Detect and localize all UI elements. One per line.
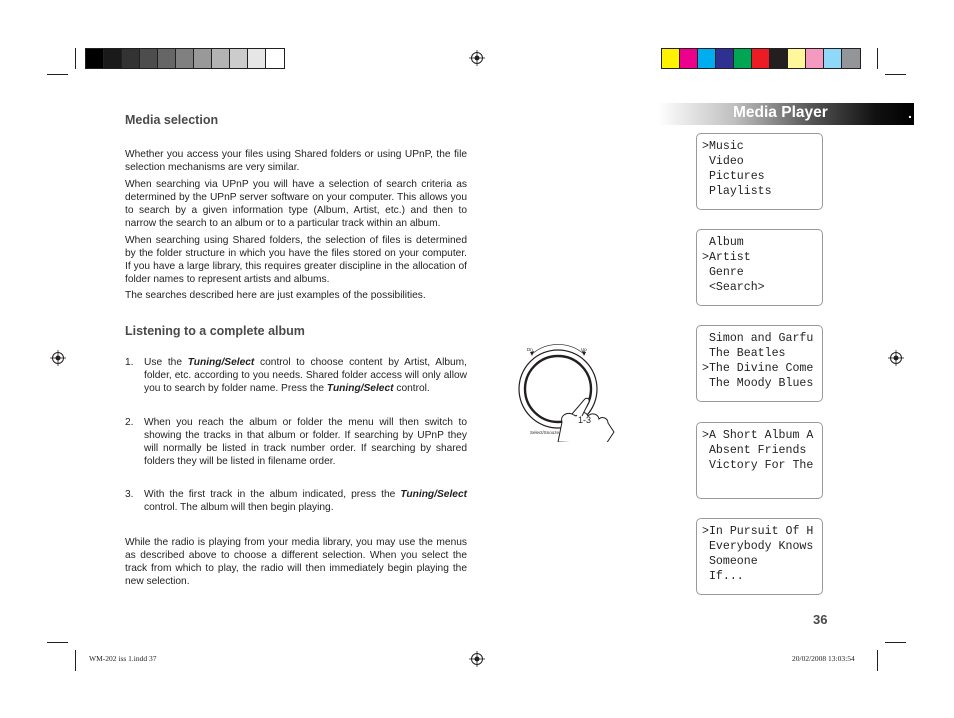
knob-down-label: Dn bbox=[527, 347, 533, 352]
step-number: 1. bbox=[125, 357, 134, 368]
footer-file-name: WM-202 iss 1.indd 37 bbox=[89, 654, 157, 663]
lcd-row: Someone bbox=[702, 555, 758, 568]
knob-step-label: 1-3 bbox=[578, 415, 592, 425]
lcd-screen-albums bbox=[696, 422, 823, 499]
closing-paragraph: While the radio is playing from your media library, you may use the menus as described above to choose a different selection. When you select the track from which to play, the radio will then immediately begin playing the new selection. bbox=[125, 537, 467, 587]
calibration-swatch bbox=[806, 49, 824, 68]
knob-up-label: Up bbox=[581, 347, 587, 352]
paragraph: When searching using Shared folders, the selection of files is determined by the folder structure in which you have the files stored on your computer. If you have a large library, this requires greater discipline in the allocation of folder names to represent artists and albums. bbox=[125, 235, 467, 285]
registration-mark-icon bbox=[469, 50, 485, 66]
lcd-row: >The Divine Come bbox=[702, 362, 814, 375]
calibration-swatch bbox=[248, 49, 266, 68]
registration-mark-icon bbox=[469, 651, 485, 667]
lcd-row: >A Short Album A bbox=[702, 429, 814, 442]
section-header-dot: . bbox=[908, 105, 912, 121]
calibration-swatch bbox=[86, 49, 104, 68]
lcd-row: >Artist bbox=[702, 251, 751, 264]
lcd-row: Everybody Knows bbox=[702, 540, 814, 553]
lcd-screen-search-criteria bbox=[696, 229, 823, 306]
calibration-swatch bbox=[824, 49, 842, 68]
registration-mark-icon bbox=[50, 350, 66, 366]
calibration-swatch bbox=[842, 49, 860, 68]
calibration-swatch bbox=[266, 49, 284, 68]
calibration-swatch bbox=[230, 49, 248, 68]
calibration-swatch bbox=[698, 49, 716, 68]
calibration-swatch bbox=[680, 49, 698, 68]
lcd-row: Pictures bbox=[702, 170, 765, 183]
step-text: With the first track in the album indicated, press the Tuning/Select control. The album will then begin playing. bbox=[144, 489, 467, 513]
calibration-swatch bbox=[140, 49, 158, 68]
lcd-row: The Beatles bbox=[702, 347, 786, 360]
lcd-row: If... bbox=[702, 570, 744, 583]
lcd-row: Absent Friends bbox=[702, 444, 807, 457]
crop-mark bbox=[885, 74, 906, 75]
page-number: 36 bbox=[813, 612, 828, 627]
color-calibration-bar bbox=[661, 48, 861, 69]
lcd-row: The Moody Blues bbox=[702, 377, 814, 390]
lcd-row: Playlists bbox=[702, 185, 772, 198]
footer-timestamp: 20/02/2008 13:03:54 bbox=[792, 654, 855, 663]
lcd-row: Album bbox=[702, 236, 744, 249]
calibration-swatch bbox=[176, 49, 194, 68]
calibration-swatch bbox=[194, 49, 212, 68]
calibration-swatch bbox=[716, 49, 734, 68]
calibration-swatch bbox=[770, 49, 788, 68]
calibration-swatch bbox=[122, 49, 140, 68]
lcd-row: <Search> bbox=[702, 281, 765, 294]
calibration-swatch bbox=[104, 49, 122, 68]
heading-media-selection: Media selection bbox=[125, 113, 219, 127]
calibration-swatch bbox=[212, 49, 230, 68]
crop-mark bbox=[75, 48, 76, 69]
heading-listening-album: Listening to a complete album bbox=[125, 324, 305, 338]
registration-mark-icon bbox=[888, 350, 904, 366]
knob-select-label: Select/Snooze bbox=[530, 430, 560, 435]
lcd-row: Genre bbox=[702, 266, 744, 279]
paragraph: The searches described here are just examples of the possibilities. bbox=[125, 290, 426, 301]
calibration-swatch bbox=[662, 49, 680, 68]
calibration-swatch bbox=[734, 49, 752, 68]
crop-mark bbox=[47, 74, 68, 75]
calibration-swatch bbox=[788, 49, 806, 68]
lcd-row: >Music bbox=[702, 140, 744, 153]
calibration-swatch bbox=[752, 49, 770, 68]
lcd-screen-media-menu bbox=[696, 133, 823, 210]
crop-mark bbox=[75, 650, 76, 671]
step-number: 2. bbox=[125, 417, 134, 428]
grey-calibration-bar bbox=[85, 48, 285, 69]
tuning-select-knob-illustration bbox=[510, 342, 625, 442]
paragraph: Whether you access your files using Shared folders or using UPnP, the file selection mechanisms are very similar. bbox=[125, 149, 467, 173]
step-text: Use the Tuning/Select control to choose content by Artist, Album, folder, etc. according to you needs. Shared folder access will only allow you to search by folder name. Press the Tuning/Select control. bbox=[144, 357, 467, 394]
lcd-screen-artists bbox=[696, 325, 823, 402]
crop-mark bbox=[877, 48, 878, 69]
lcd-row: Victory For The bbox=[702, 459, 814, 472]
section-header-title: Media Player bbox=[733, 104, 828, 121]
crop-mark bbox=[877, 650, 878, 671]
crop-mark bbox=[885, 642, 906, 643]
paragraph: When searching via UPnP you will have a selection of search criteria as determined by the UPnP server software on your computer. This allows you to search by a given information type (Album, Artist, etc.) and then to narrow the search to an album or to a particular track within an album. bbox=[125, 179, 467, 229]
lcd-row: Simon and Garfu bbox=[702, 332, 814, 345]
calibration-swatch bbox=[158, 49, 176, 68]
step-text: When you reach the album or folder the menu will then switch to showing the tracks in that album or folder. If searching by UPnP they will normally be listed in track number order. If searching by shared folders they will be listed in filename order. bbox=[144, 417, 467, 467]
step-number: 3. bbox=[125, 489, 134, 500]
lcd-row: Video bbox=[702, 155, 744, 168]
crop-mark bbox=[47, 642, 68, 643]
lcd-row: >In Pursuit Of H bbox=[702, 525, 814, 538]
lcd-screen-tracks bbox=[696, 518, 823, 595]
